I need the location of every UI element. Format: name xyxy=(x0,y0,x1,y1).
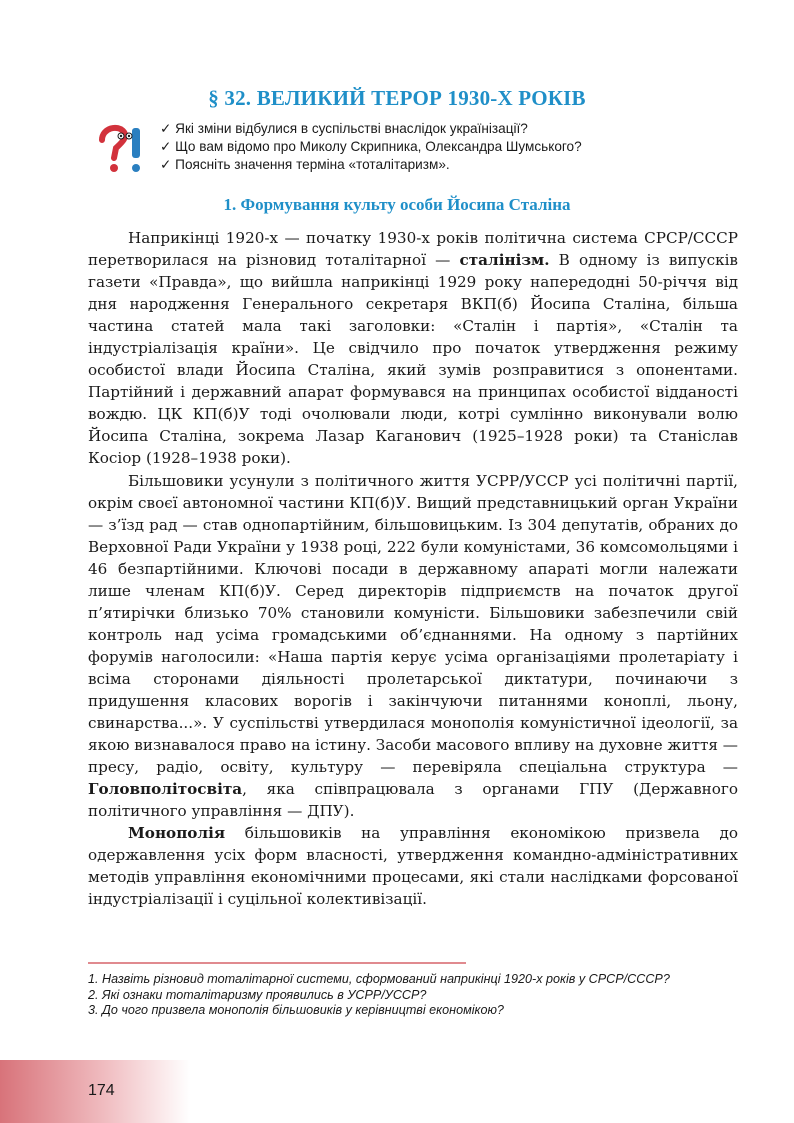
review-question: 2. Які ознаки тоталітаризму проявились в УСРР/УССР? xyxy=(88,987,427,1002)
term-stalinism: сталінізм. xyxy=(459,251,550,270)
page-number: 174 xyxy=(88,1082,115,1099)
text-run: Більшовики усунули з політичного життя УСРР/УССР усі політичні партії, окрім своєї автономної частини КП(б)У. Вищий представницький орган України — з’їзд рад — став однопартійним, більшовицьким. Із 304 депутатів, обраних до Верховної Ради України у 1938 році, 222 були комуністами, 36 комсомольцями і 46 безпартійними. Ключові посади в державному апараті могли належати лише членам КП(б)У. Серед директорів підприємств на початок другої п’ятирічки близько 70% становили комуністи. Більшовики забезпечили свій контроль над усіма громадськими об’єднаннями. На одному з партійних форумів наголосили: «Наша партія керує усіма організаціями пролетаріату і всіма сторонами діяльності пролетарської диктатури, починаючи з придушення класових ворогів і закінчуючи питаннями коноплі, льону, свинарства...». У суспільстві утвердилася монополія комуністичної ідеології, за якою визнавалося право на істину. Засоби масового впливу на духовне життя — пресу, радіо, освіту, культуру — перевіряла спеціальна структура — xyxy=(88,471,738,777)
question-item: ✓ Що вам відомо про Миколу Скрипника, Олександра Шумського? xyxy=(160,138,582,156)
question-mascot-icon xyxy=(96,118,152,174)
text-run: Наприкінці 1920-х — початку 1930-х років політична система СРСР/СССР перетворилася на різновид тоталітарної — xyxy=(88,229,738,270)
review-question: 3. До чого призвела монополія більшовиків у керівництві економікою? xyxy=(88,1003,504,1018)
question-item: ✓ Поясніть значення терміна «тоталітаризм». xyxy=(160,156,582,174)
section-title: 1. Формування культу особи Йосипа Сталіна xyxy=(223,195,571,214)
review-questions xyxy=(88,972,738,1019)
divider xyxy=(88,962,466,964)
question-item: ✓ Які зміни відбулися в суспільстві внаслідок українізації? xyxy=(160,120,582,138)
term-monopoly: Монополія xyxy=(128,824,226,843)
text-run: В одному із випусків газети «Правда», що вийшла наприкінці 1929 року напередодні 50-річчя від дня народження Генерального секретаря ВКП(б) Йосипа Сталіна, більша частина статей мала такі заголовки: «Сталін і партія», «Сталін та індустріалізація країни». Це свідчило про початок утвердження режиму особистої влади Йосипа Сталіна, який зумів розправитися з опонентами. Партійний і державний апарат формувався на принципах особистої відданості вождю. ЦК КП(б)У тоді очолювали люди, котрі сумлінно виконували волю Йосипа Сталіна, зокрема Лазар Каганович (1925–1928 роки) та Станіслав Косіор (1928–1938 роки). xyxy=(88,251,738,468)
text-run: , яка співпрацювала з органами ГПУ (Державного політичного управління — ДПУ). xyxy=(88,780,738,821)
paragraph xyxy=(88,227,738,470)
review-question: 1. Назвіть різновид тоталітарної системи, сформований наприкінці 1920-х років у СРСР/СССР? xyxy=(88,972,670,986)
paragraph xyxy=(88,822,738,910)
paragraph xyxy=(88,470,738,823)
opening-questions xyxy=(160,120,582,174)
term-holovpolitosvita: Головполітосвіта xyxy=(88,780,243,799)
page-title: § 32. ВЕЛИКИЙ ТЕРОР 1930-Х РОКІВ xyxy=(208,86,586,110)
text-run: більшовиків на управління економікою призвела до одержавлення усіх форм власності, утвердження командно-адміністративних методів управління економічними процесами, які стали наслідками форсованої індустріалізації і суцільної колективізації. xyxy=(88,824,738,909)
body-text xyxy=(88,227,738,910)
